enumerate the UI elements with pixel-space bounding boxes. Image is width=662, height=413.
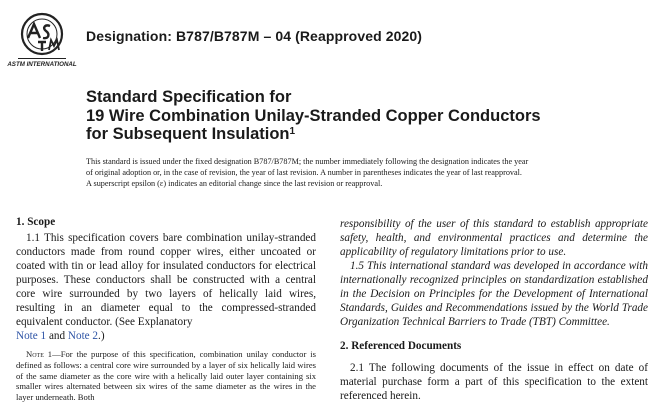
- intro-line-3: A superscript epsilon (ε) indicates an editorial change since the last revision or reapproval.: [86, 179, 383, 188]
- referenced-documents-paragraph-2-1: 2.1 The following documents of the issue in effect on date of material purchase form a part of this specification to the extent referenced herein.: [340, 362, 648, 402]
- intro-line-2: of original adoption or, in the case of revision, the year of last revision. A number in parentheses indicates the year of last reapproval.: [86, 168, 522, 177]
- left-column: [16, 215, 316, 403]
- scope-p1-text: 1.1 This specification covers bare combination unilay-stranded conductors made from round copper wires, either uncoated or coated with tin or lead alloy for insulated conductors for electrical purposes. These conductors shall be constructed with a central core wire surrounded by two layers of helically laid wires, resulting in an diameter equal to the compressed-stranded equivalent conductor. (See Explanatory: [16, 232, 316, 328]
- issuance-statement: [86, 156, 646, 189]
- title-line-1: Standard Specification for: [86, 88, 292, 106]
- note-1-label: Note 1: [26, 349, 53, 359]
- scope-paragraph-1-1: [16, 231, 316, 343]
- title-footnote-mark: 1: [289, 126, 296, 137]
- astm-logo-icon: [7, 12, 77, 68]
- title-line-3: [86, 125, 541, 144]
- logo-text: ASTM INTERNATIONAL: [7, 61, 77, 68]
- referenced-documents-heading: 2. Referenced Documents: [340, 340, 462, 352]
- scope-p1-end: .): [98, 330, 105, 342]
- note-2-link[interactable]: Note 2: [67, 330, 99, 342]
- designation: Designation: B787/B787M – 04 (Reapproved 2020): [86, 28, 423, 44]
- document-title: [86, 88, 541, 144]
- note-1-link[interactable]: Note 1: [16, 330, 47, 342]
- title-line-3-text: for Subsequent Insulation: [86, 125, 290, 143]
- scope-p1-and: and: [46, 330, 68, 342]
- title-line-2: 19 Wire Combination Unilay-Stranded Copper Conductors: [86, 106, 541, 125]
- scope-heading: 1. Scope: [16, 216, 56, 228]
- right-column: [340, 217, 648, 403]
- scope-continuation: responsibility of the user of this standard to establish appropriate safety, health, and environmental practices and determine the applicability of regulatory limitations prior to use.: [340, 218, 648, 258]
- intro-line-1: This standard is issued under the fixed designation B787/B787M; the number immediately following the designation indicates the year: [86, 157, 529, 166]
- scope-paragraph-1-5: 1.5 This international standard was developed in accordance with internationally recognized principles on standardization established in the Decision on Principles for the Development of International Standards, Guides and Recommendations issued by the World Trade Organization Technical Barriers to Trade (TBT) Committee.: [340, 260, 648, 328]
- note-1-text: —For the purpose of this specification, combination unilay conductor is defined as follows: a central core wire surrounded by a layer of six helically laid wires of the same diameter as the core wire with a helically laid outer layer containing six smaller wires alternated between six wires of the same diameter as the wires in the layer underneath. Both: [16, 349, 316, 403]
- note-1: [16, 349, 316, 403]
